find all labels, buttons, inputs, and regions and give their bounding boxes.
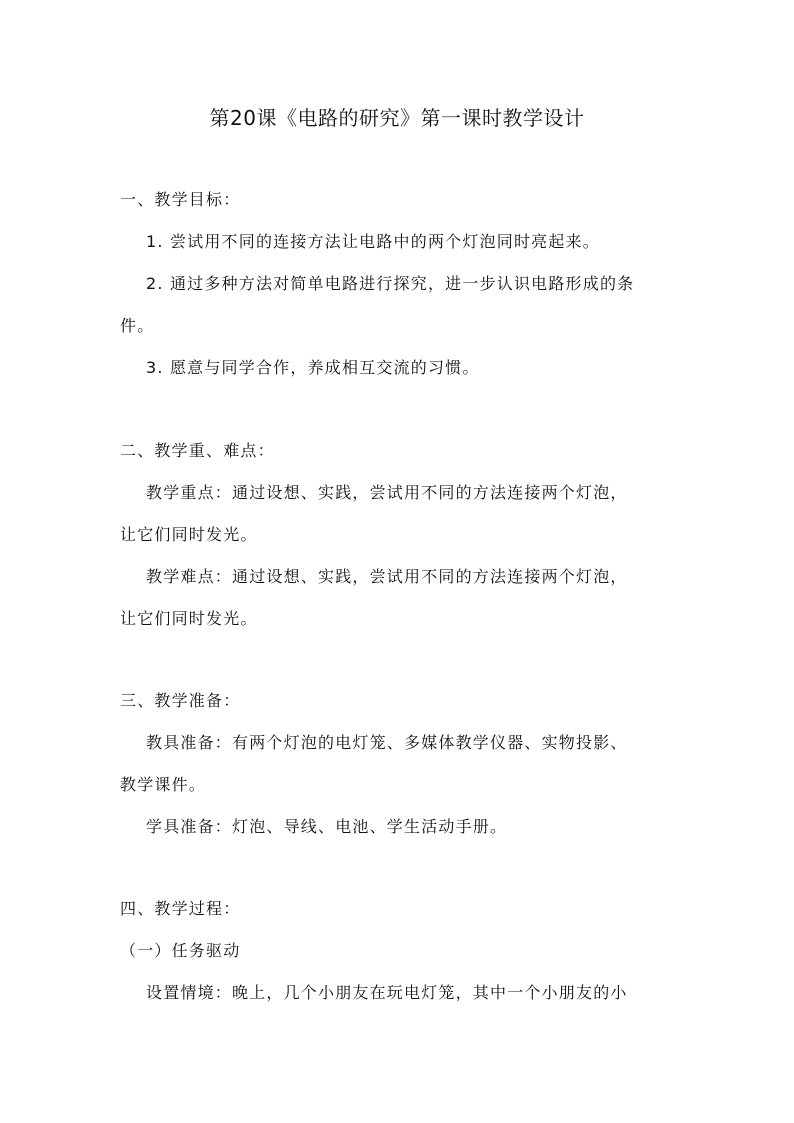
section-heading-process: 四、教学过程： xyxy=(120,899,241,918)
key-point-line-1: 教学重点：通过设想、实践，尝试用不同的方法连接两个灯泡， xyxy=(146,483,628,502)
objective-item-2-line-2: 件。 xyxy=(120,316,155,335)
process-subheading-task-driven: （一）任务驱动 xyxy=(120,941,241,960)
objective-item-1: 1. 尝试用不同的连接方法让电路中的两个灯泡同时亮起来。 xyxy=(146,232,600,251)
scene-setting-line-1: 设置情境：晚上，几个小朋友在玩电灯笼，其中一个小朋友的小 xyxy=(146,983,628,1002)
section-heading-preparation: 三、教学准备： xyxy=(120,691,241,710)
difficult-point-line-1: 教学难点：通过设想、实践，尝试用不同的方法连接两个灯泡， xyxy=(146,567,628,586)
section-heading-objectives: 一、教学目标： xyxy=(120,190,241,209)
document-title: 第20课《电路的研究》第一课时教学设计 xyxy=(209,106,585,130)
objective-item-3: 3. 愿意与同学合作，养成相互交流的习惯。 xyxy=(146,358,480,377)
student-preparation: 学具准备：灯泡、导线、电池、学生活动手册。 xyxy=(146,817,508,836)
difficult-point-line-2: 让它们同时发光。 xyxy=(120,609,258,628)
section-heading-key-points: 二、教学重、难点： xyxy=(120,441,275,460)
teacher-preparation-line-1: 教具准备：有两个灯泡的电灯笼、多媒体教学仪器、实物投影、 xyxy=(146,733,628,752)
key-point-line-2: 让它们同时发光。 xyxy=(120,525,258,544)
objective-item-2-line-1: 2. 通过多种方法对简单电路进行探究，进一步认识电路形成的条 xyxy=(146,274,635,293)
teacher-preparation-line-2: 教学课件。 xyxy=(120,775,207,794)
